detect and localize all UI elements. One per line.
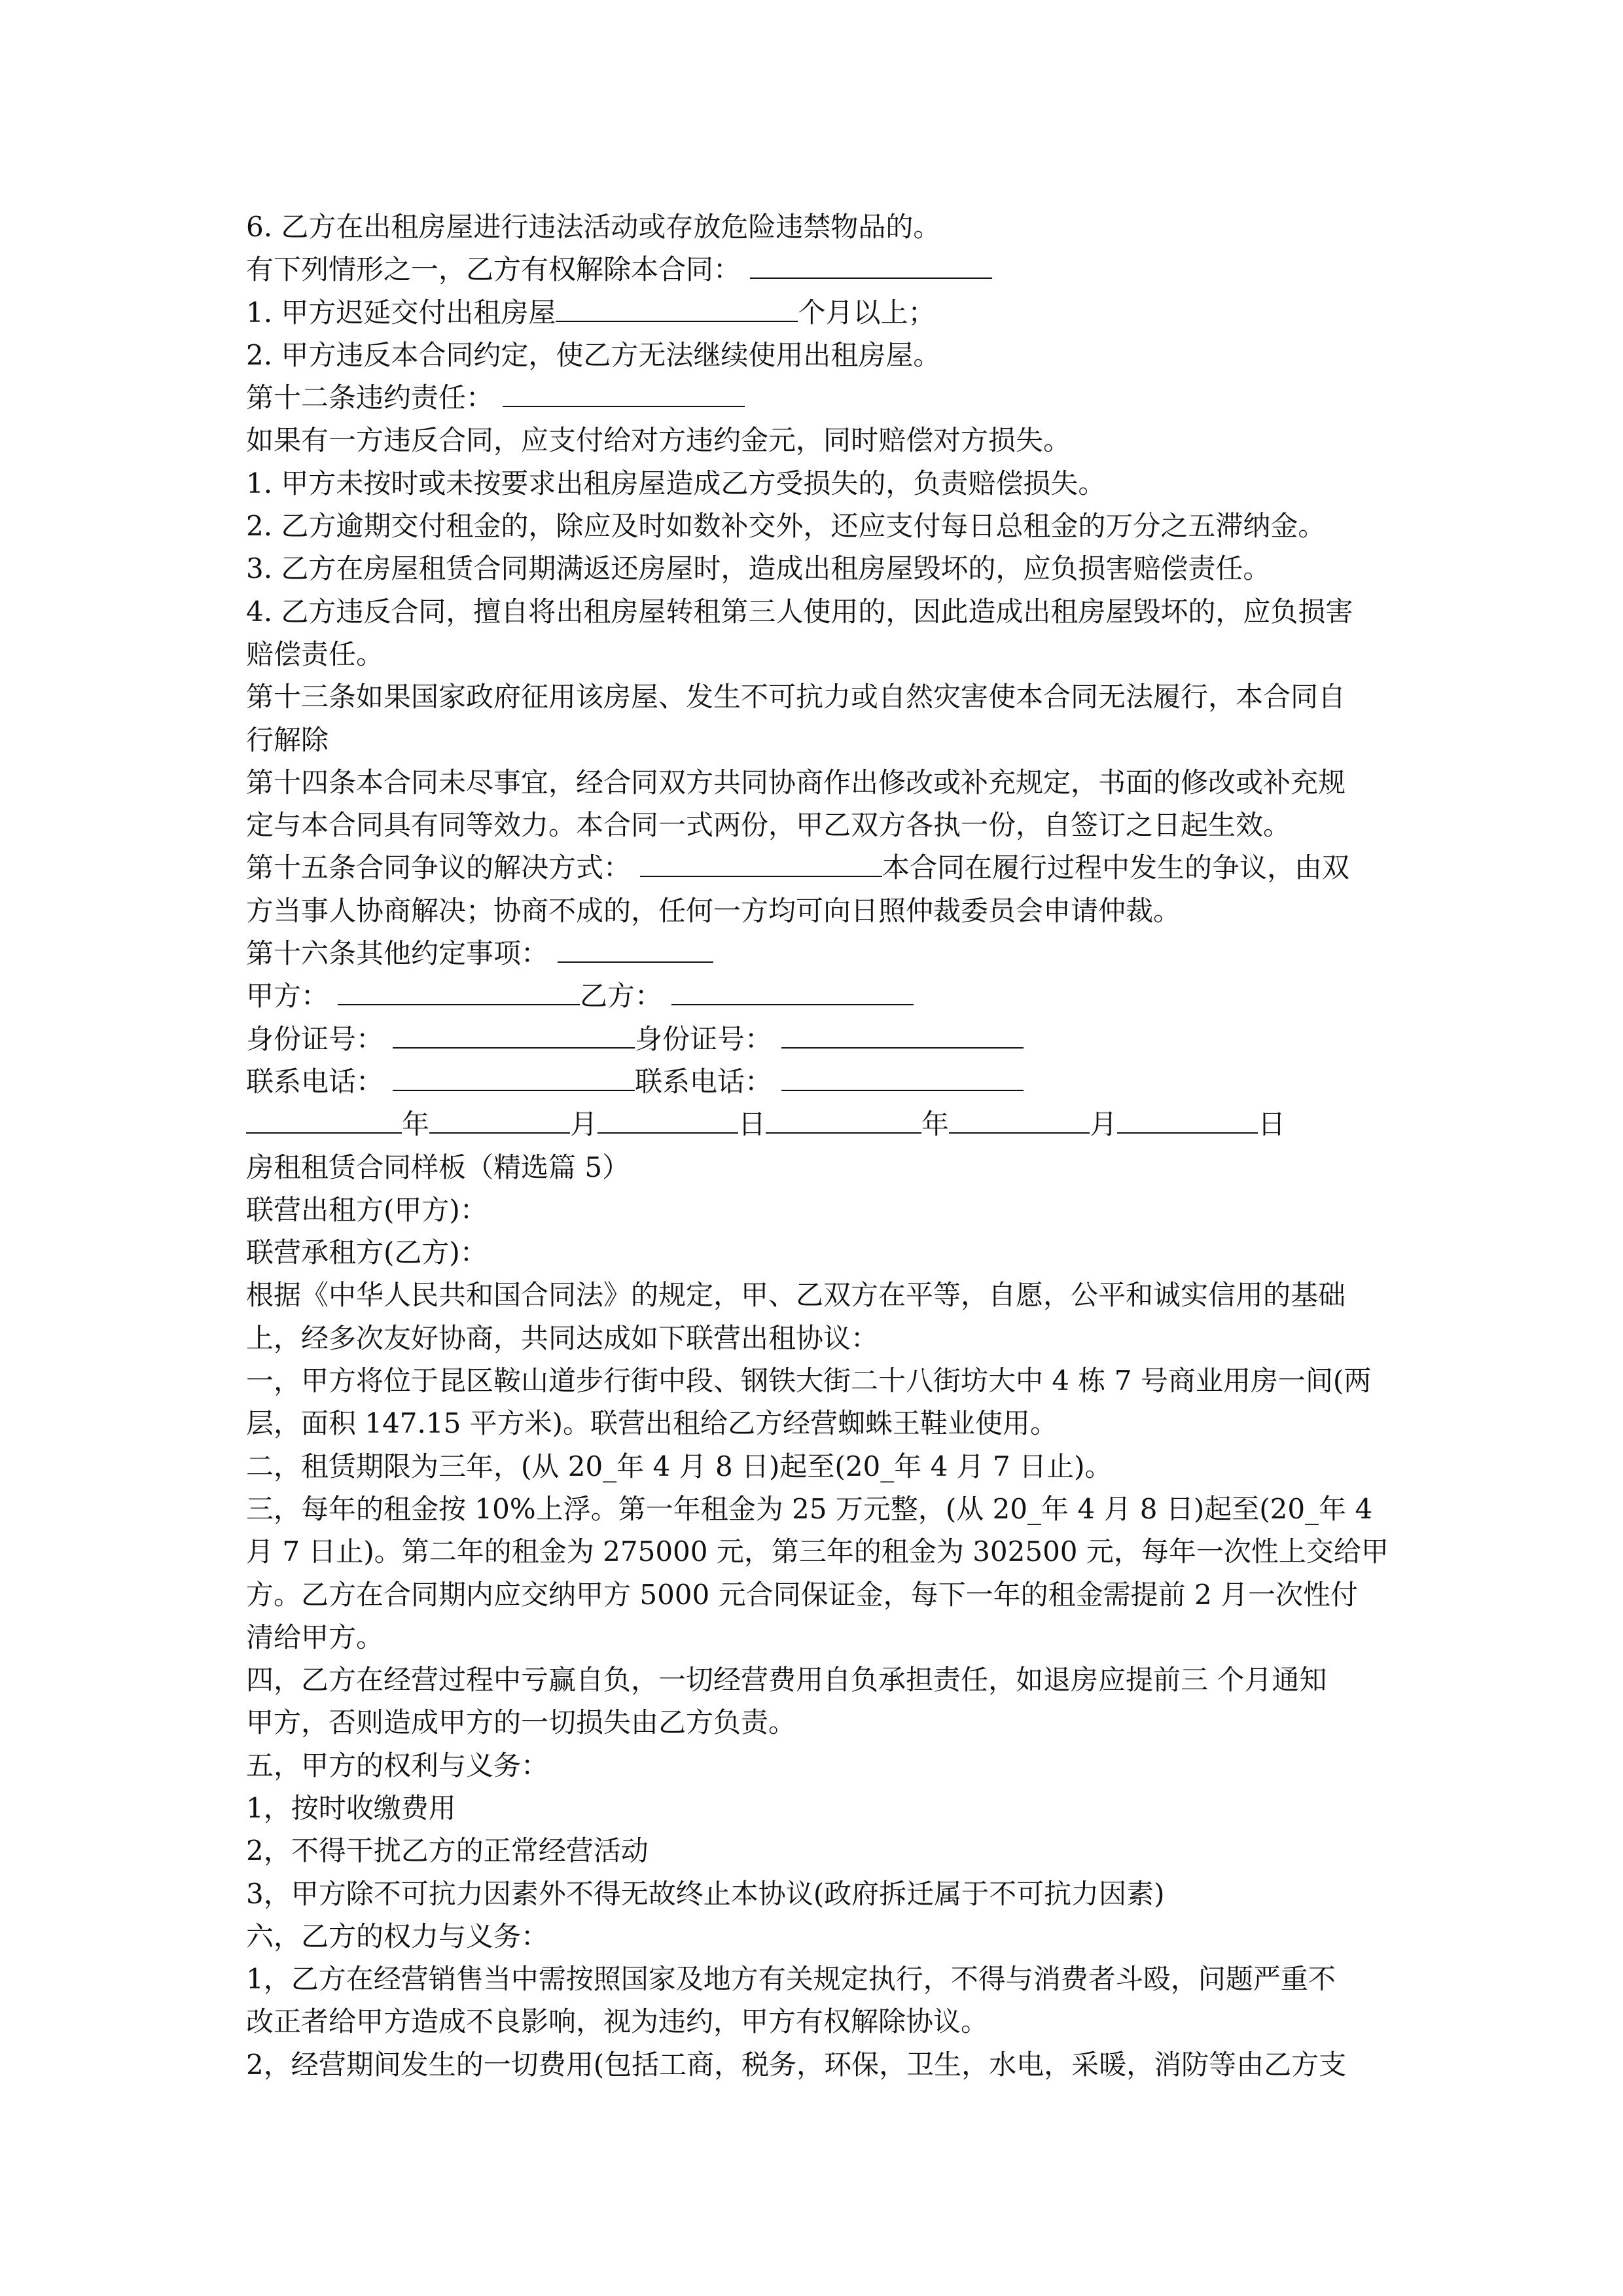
text-line: 三，每年的租金按 10%上浮。第一年租金为 25 万元整，(从 20_年 4 月 8 日)起至(20_年 4 (246, 1492, 1373, 1525)
year-a-blank[interactable] (246, 1103, 402, 1134)
text-line: 根据《中华人民共和国合同法》的规定，甲、乙双方在平等，自愿，公平和诚实信用的基础 (246, 1279, 1346, 1312)
fill-in-blank[interactable] (640, 847, 882, 877)
year-b-blank[interactable] (766, 1103, 921, 1134)
text-line: 行解除 (246, 723, 329, 756)
text-line: 清给甲方。 (246, 1621, 384, 1653)
text-span: 本合同在履行过程中发生的争议，由双 (882, 852, 1350, 884)
signature-id-line (246, 1018, 1319, 1060)
phone-b-blank[interactable] (781, 1061, 1024, 1091)
text-span: 第十二条违约责任： (246, 382, 494, 414)
text-line: 3. 乙方在房屋租赁合同期满返还房屋时，造成出租房屋毁坏的，应负损害赔偿责任。 (246, 552, 1271, 585)
text-line: 2. 甲方违反本合同约定，使乙方无法继续使用出租房屋。 (246, 338, 941, 371)
text-line: 五，甲方的权利与义务： (246, 1749, 549, 1782)
text-line: 第十四条本合同未尽事宜，经合同双方共同协商作出修改或补充规定，书面的修改或补充规 (246, 766, 1346, 798)
fill-in-blank[interactable] (556, 292, 798, 322)
text-line: 方。乙方在合同期内应交纳甲方 5000 元合同保证金，每下一年的租金需提前 2 月一次性付 (246, 1578, 1359, 1611)
text-line: 1，乙方在经营销售当中需按照国家及地方有关规定执行，不得与消费者斗殴，问题严重不 (246, 1963, 1336, 1996)
text-span: 第十六条其他约定事项： (246, 937, 549, 970)
text-line: 如果有一方违反合同，应支付给对方违约金元，同时赔偿对方损失。 (246, 424, 1071, 457)
text-line: 六，乙方的权力与义务： (246, 1920, 549, 1952)
phone-b-label: 联系电话： (635, 1065, 773, 1098)
text-span: 1. 甲方迟延交付出租房屋 (246, 296, 556, 329)
party-b-blank[interactable] (671, 975, 914, 1005)
fill-in-blank[interactable] (558, 933, 713, 963)
year-label: 年 (921, 1108, 950, 1141)
text-line: 上，经多次友好协商，共同达成如下联营出租协议： (246, 1321, 879, 1354)
phone-a-label: 联系电话： (246, 1065, 384, 1098)
signature-date-line (246, 1103, 1319, 1145)
party-a-label: 甲方： (246, 980, 329, 1013)
fill-in-blank[interactable] (503, 377, 745, 407)
text-line: 层，面积 147.15 平方米)。联营出租给乙方经营蜘蛛王鞋业使用。 (246, 1407, 1058, 1440)
year-label: 年 (402, 1108, 430, 1141)
text-line: 联营承租方(乙方)： (246, 1236, 488, 1269)
signature-party-line (246, 975, 1319, 1017)
phone-a-blank[interactable] (393, 1061, 635, 1091)
day-label: 日 (738, 1108, 766, 1141)
id-b-label: 身份证号： (635, 1022, 773, 1055)
text-span: 个月以上； (798, 296, 936, 329)
text-line-with-blank (246, 846, 1350, 889)
month-b-blank[interactable] (949, 1103, 1090, 1134)
id-b-blank[interactable] (781, 1018, 1024, 1049)
text-line: 二，租赁期限为三年，(从 20_年 4 月 8 日)起至(20_年 4 月 7 日止)。 (246, 1450, 1113, 1482)
text-line: 第十三条如果国家政府征用该房屋、发生不可抗力或自然灾害使本合同无法履行，本合同自 (246, 681, 1346, 713)
text-line: 4. 乙方违反合同，擅自将出租房屋转租第三人使用的，因此造成出租房屋毁坏的，应负损害 (246, 595, 1353, 628)
month-label: 月 (570, 1108, 598, 1141)
text-line-with-blank (246, 248, 1319, 291)
text-line: 2. 乙方逾期交付租金的，除应及时如数补交外，还应支付每日总租金的万分之五滞纳金。 (246, 510, 1326, 543)
text-line: 6. 乙方在出租房屋进行违法活动或存放危险违禁物品的。 (246, 211, 941, 243)
id-a-blank[interactable] (393, 1018, 635, 1049)
text-line: 1. 甲方未按时或未按要求出租房屋造成乙方受损失的，负责赔偿损失。 (246, 467, 1106, 499)
signature-phone-line (246, 1060, 1319, 1103)
day-a-blank[interactable] (597, 1103, 738, 1134)
day-label: 日 (1258, 1108, 1286, 1141)
text-line: 一，甲方将位于昆区鞍山道步行街中段、钢铁大街二十八街坊大中 4 栋 7 号商业用房一间(两 (246, 1365, 1372, 1397)
text-line: 改正者给甲方造成不良影响，视为违约，甲方有权解除协议。 (246, 2005, 989, 2038)
document-body (246, 206, 1389, 2086)
text-line-with-blank (246, 932, 1319, 975)
text-line: 联营出租方(甲方)： (246, 1193, 488, 1226)
text-line-with-blank (246, 376, 1319, 419)
text-line: 1，按时收缴费用 (246, 1791, 456, 1824)
text-line: 定与本合同具有同等效力。本合同一式两份，甲乙双方各执一份，自签订之日起生效。 (246, 809, 1291, 842)
fill-in-blank[interactable] (750, 249, 992, 279)
text-line: 赔偿责任。 (246, 637, 384, 670)
text-line: 方当事人协商解决；协商不成的，任何一方均可向日照仲裁委员会申请仲裁。 (246, 894, 1181, 927)
text-line: 3，甲方除不可抗力因素外不得无故终止本协议(政府拆迁属于不可抗力因素) (246, 1877, 1165, 1910)
month-a-blank[interactable] (429, 1103, 570, 1134)
text-line: 四，乙方在经营过程中亏赢自负，一切经营费用自负承担责任，如退房应提前三 个月通知 (246, 1664, 1327, 1696)
text-line: 甲方，否则造成甲方的一切损失由乙方负责。 (246, 1706, 796, 1739)
text-line: 2，经营期间发生的一切费用(包括工商，税务，环保，卫生，水电，采暖，消防等由乙方支 (246, 2048, 1347, 2081)
day-b-blank[interactable] (1117, 1103, 1258, 1134)
text-span: 第十五条合同争议的解决方式： (246, 852, 632, 884)
month-label: 月 (1090, 1108, 1118, 1141)
section-title: 房租租赁合同样板（精选篇 5） (246, 1151, 630, 1183)
party-b-label: 乙方： (580, 980, 663, 1013)
party-a-blank[interactable] (338, 975, 580, 1005)
text-line: 2，不得干扰乙方的正常经营活动 (246, 1835, 649, 1867)
text-line-with-blank (246, 291, 1319, 334)
text-span: 有下列情形之一，乙方有权解除本合同： (246, 253, 741, 286)
id-a-label: 身份证号： (246, 1022, 384, 1055)
text-line: 月 7 日止)。第二年的租金为 275000 元，第三年的租金为 302500 元，每年一次性上交给甲 (246, 1535, 1389, 1568)
